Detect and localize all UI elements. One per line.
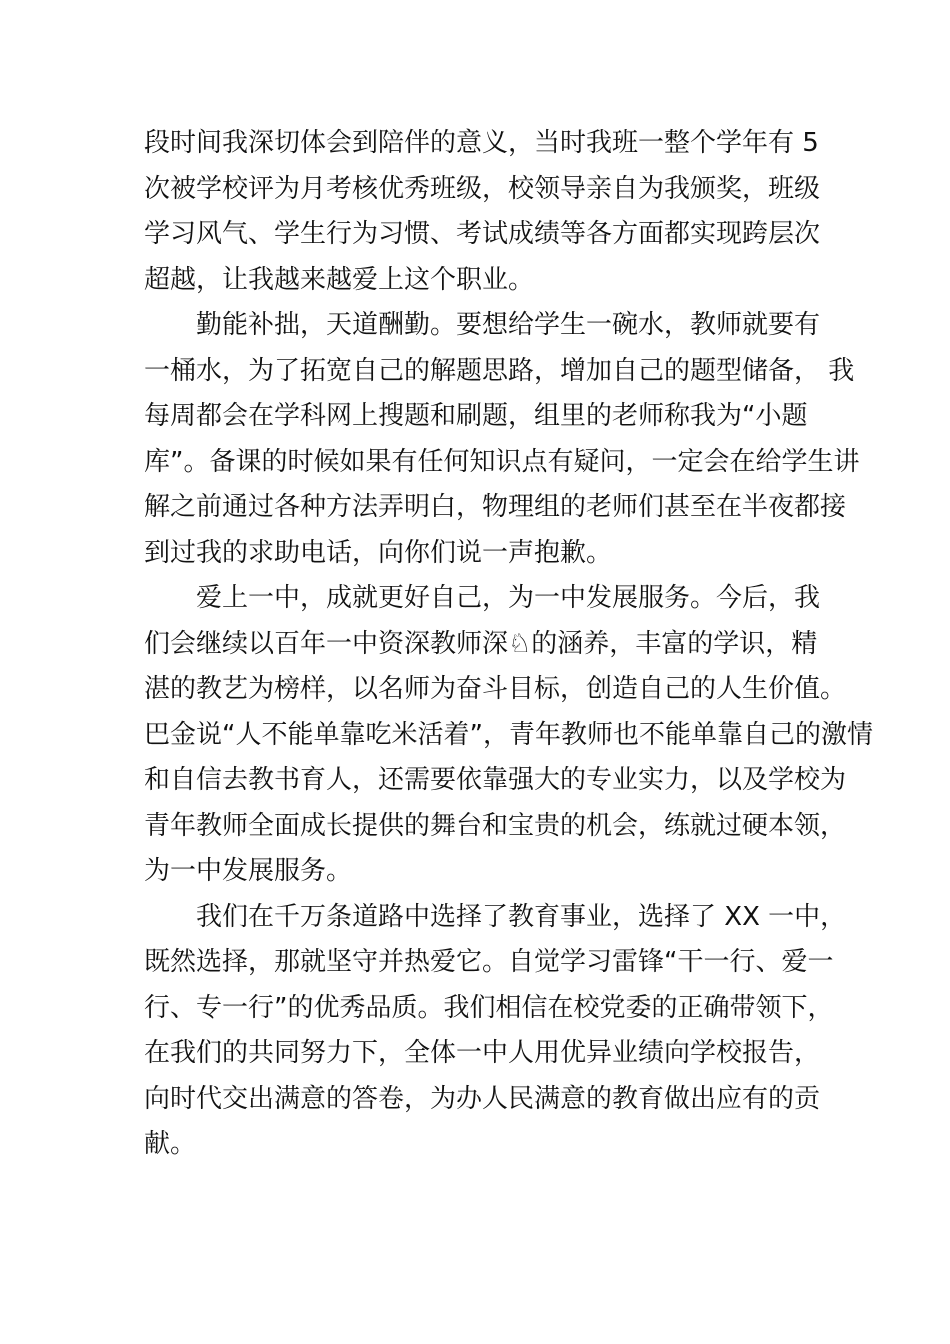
text-line: 每周都会在学科网上搜题和刷题，组里的老师称我为“小题 (144, 401, 808, 431)
text-line: 向时代交出满意的答卷，为办人民满意的教育做出应有的贡 (144, 1083, 821, 1114)
text-line: 到过我的求助电话，向你们说一声抱歉。 (144, 537, 613, 568)
text-line: 库”。备课的时候如果有任何知识点有疑问，一定会在给学生讲 (144, 446, 860, 477)
text-line: 学习风气、学生行为习惯、考试成绩等各方面都实现跨层次 (144, 219, 821, 249)
paragraph-start-line: 勤能补拙，天道酬勤。要想给学生一碗水，教师就要有 (196, 310, 821, 340)
paragraph-start-line: 我们在千万条道路中选择了教育事业，选择了 XX 一中， (196, 901, 847, 932)
text-line: 们会继续以百年一中资深教师深♘的涵养，丰富的学识，精 (144, 628, 818, 659)
text-line: 行、专一行”的优秀品质。我们相信在校党委的正确带领下， (144, 992, 834, 1023)
text-line: 次被学校评为月考核优秀班级，校领导亲自为我颁奖，班级 (144, 173, 821, 204)
text-line: 献。 (144, 1129, 197, 1159)
text-line: 一桶水，为了拓宽自己的解题思路，增加自己的题型储备， 我 (144, 355, 855, 386)
text-line: 在我们的共同努力下，全体一中人用优异业绩向学校报告， (144, 1038, 821, 1068)
text-line: 超越，让我越来越爱上这个职业。 (144, 264, 535, 295)
text-line: 既然选择，那就坚守并热爱它。自觉学习雷锋“干一行、爱一 (144, 947, 834, 977)
text-line: 湛的教艺为榜样，以名师为奋斗目标，创造自己的人生价值。 (144, 674, 847, 704)
text-line: 解之前通过各种方法弄明白，物理组的老师们甚至在半夜都接 (144, 492, 847, 522)
text-line: 青年教师全面成长提供的舞台和宝贵的机会，练就过硬本领， (144, 810, 847, 841)
text-line: 为一中发展服务。 (144, 856, 353, 886)
text-line: 和自信去教书育人，还需要依靠强大的专业实力，以及学校为 (144, 765, 847, 795)
text-line: 巴金说“人不能单靠吃米活着”，青年教师也不能单靠自己的激情 (144, 719, 873, 750)
body-text (144, 121, 873, 1168)
text-line: 段时间我深切体会到陪伴的意义，当时我班一整个学年有 5 (144, 128, 819, 158)
paragraph-start-line: 爱上一中，成就更好自己，为一中发展服务。今后，我 (196, 583, 821, 613)
